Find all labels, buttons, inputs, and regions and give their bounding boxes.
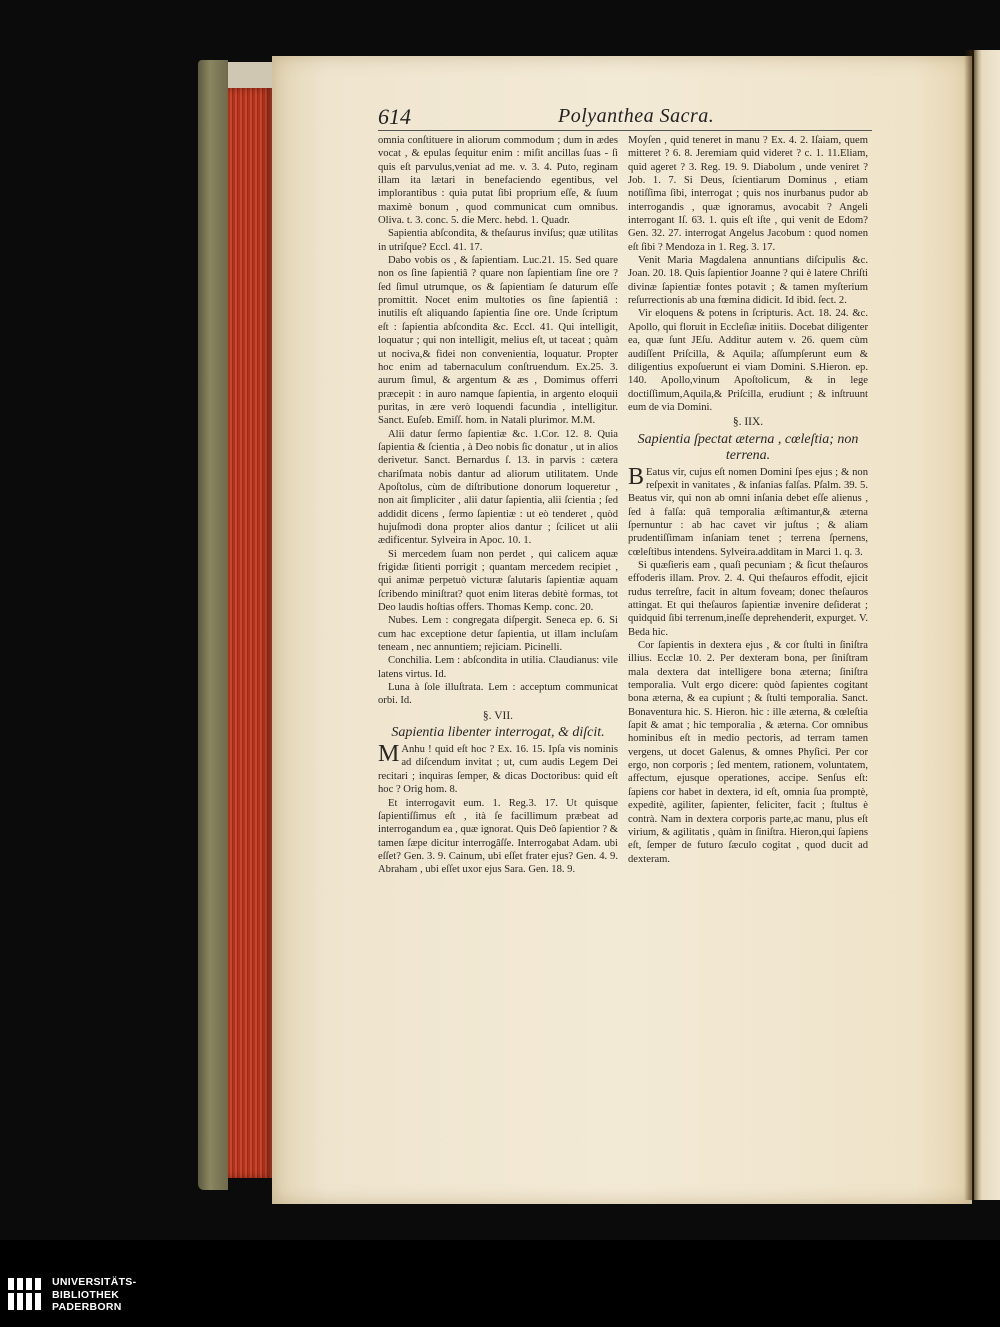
page-number: 614 (378, 104, 411, 129)
university-library-logo-icon (8, 1276, 44, 1312)
text-paragraph: Luna à ſole illuſtrata. Lem : acceptum communicat orbi. Id. (378, 682, 618, 707)
text-paragraph: Alii datur ſermo ſapientiæ &c. 1.Cor. 12. 8. Quia ſapientia & ſcientia , à Deo nobis ſic donatur , ut in alios derivetur. Sanct. Bernardus ſ. 13. in parvis : cætera chariſmata nobis dantur ad aliorum utilitatem. Unde Apoſtolus, cùm de diſtributione donorum loqueretur , non ait ſimpliciter , alii datur ſapientia, alii ſcientia ; ſed addidit dicens , ſermo ſapientiæ : ut eò tenderet , quòd hujuſmodi dona propter alios dantur ; ſcilicet ut alii ædificentur. Sylveira in Apoc. 10. 1. (378, 428, 618, 547)
section-number: §. IIX. (732, 416, 764, 429)
text-paragraph: omnia conſtituere in aliorum commodum ; dum in ædes vocat , & epulas ſequitur enim : miſit ancillas ſuas - ſi quis eſt parvulus,veniat ad me. v. 3. 4. Puto, reginam illam ita lætari in benefaciendo egentibus, vel implorantibus : quia putat ſibi proprium eſſe, & ſuum maximè bonum , quod communicat cum omnibus. Oliva. t. 3. conc. 5. die Merc. hebd. 1. Quadr. (378, 135, 618, 227)
text-paragraph: Et interrogavit eum. 1. Reg.3. 17. Ut quisque ſapientiſſimus eſt , ità ſe facillimum præbeat ad interrogandum ea , quæ ignorat. Quis Deô ſapientior ? & tamen ſæpe dicitur interrogâſſe. Interrogabat Adam. ubi eſſet? Gen. 3. 9. Cainum, ubi eſſet frater ejus? Gen. 4. 9. Abraham , ubi eſſet uxor ejus Sara. Gen. 18. 9. (378, 797, 618, 876)
left-text-column (378, 134, 618, 877)
header-rule (378, 130, 872, 131)
text-paragraph: Dabo vobis os , & ſapientiam. Luc.21. 15. Sed quare non os ſine ſapientiâ ? quare non ſapientiam ſine ore ? ſed ſimul utrumque, os & ſapientiam ſe daturum eſſe promittit. Nocet enim multoties os ſine ſapientiâ : inutilis eſt aliquando ſapientia ſine ore. Unde ſcriptum eſt : ſapientia abſcondita &c. Eccl. 41. Qui intelligit, loquatur ; qui non intelligit, melius eſt, ut taceat ; quàm ut nociva,& fidei non convenientia, loquatur. Propter hoc enim ad tabernaculum conſtruendum. Ex.25. 3. aurum ſimul, & argentum & æs , Domimus offerri præcepit : in auro namque ſapientia, in argento eloquii puritas, in ære verò loquendi facundia , intelligitur. Sanct. Euſeb. Emiſſ. hom. in Natali plurimor. M.M. (378, 255, 618, 427)
text-paragraph: Si mercedem ſuam non perdet , qui calicem aquæ frigidæ ſitienti porrigit ; quantam mercedem recipiet , qui animæ perpetuò victuræ ſalutaris ſapientiæ aquam ſcribendo miniſtrat? quot enim literas debitè formas, tot Deo laudis hoſtias offers. Thomas Kemp. conc. 20. (378, 548, 618, 614)
right-text-column (628, 134, 868, 866)
page-header (378, 104, 870, 130)
text-paragraph: Nubes. Lem : congregata diſpergit. Seneca ep. 6. Si cum hac exceptione detur ſapientia, ut illam incluſam teneam , nec annuntiem; rejiciam. Picinelli. (378, 615, 618, 654)
book-cover-edge (198, 60, 228, 1190)
text-paragraph: Si quæſieris eam , quaſi pecuniam ; & ſicut theſauros effoderis illam. Prov. 2. 4. Qui theſauros effodit, ejicit rudus terreſtre, facit in altum foveam; donec theſauros attingat. Et qui theſauros ſapientiæ invenire deſiderat ; quidquid ſibi terrenum,ineſſe deprehenderit, expurget. V. Beda hic. (628, 559, 868, 638)
section-heading: Sapientia libenter interrogat, & diſcit. (391, 725, 605, 741)
text-paragraph: Venit Maria Magdalena annuntians diſcipulis &c. Joan. 20. 18. Quis ſapientior Joanne ? qui è latere Chriſti divinæ ſapientiæ fontes potavit ; & tamen myſterium reſurrectionis ab una fœmina didicit. Id ibid. ſect. 2. (628, 255, 868, 307)
page-gutter-shadow (964, 50, 978, 1200)
library-logo-text (52, 1276, 252, 1314)
logo-line-1: UNIVERSITÄTS- (52, 1276, 137, 1288)
text-paragraph: BEatus vir, cujus eſt nomen Domini ſpes ejus ; & non reſpexit in vanitates , & inſanias falſas. Pſalm. 39. 5. Beatus vir, qui non ab omni inſania debet eſſe alienus , ſed à falſa: quâ temporalia æſtimantur,& æterna ſpernuntur : ab hac cavet vir juſtus ; & aliam prudentiſſimam inſaniam tenet ; terrena ſpernens, cœleſtibus intendens. Sylveira.additam in Marci 1. q. 3. (628, 463, 868, 558)
section-number: §. VII. (482, 709, 514, 722)
text-paragraph: Moyſen , quid teneret in manu ? Ex. 4. 2. Iſaiam, quem mitteret ? 6. 8. Jeremiam quid videret ? c. 1. 11.Eliam, quid ageret ? 3. Reg. 19. 9. Diabolum , unde veniret ? Job. 1. 7. Si Deus, ſcientiarum Dominus , etiam notiſſima ſibi, interrogat ; quis nos inurbanus pudor ab interrogandis , quæ ignoramus, avocabit ? Angeli interrogant Iſ. 63. 1. quis eſt iſte , qui venit de Edom? Gen. 32. 27. interrogat Angelus Jacobum : quod nomen eſt ſibi ? Mendoza in 1. Reg. 3. 17. (628, 135, 868, 253)
running-head: Polyanthea Sacra. (558, 105, 715, 127)
text-paragraph: Vir eloquens & potens in ſcripturis. Act. 18. 24. &c. Apollo, qui floruit in Eccleſiæ initiis. Docebat diligenter ea, quæ ſunt JEſu. Additur autem v. 26. quem cùm audiſſent Priſcilla, & Aquila; aſſumpſerunt eum & diligentius expoſuerunt ei viam Domini. S.Hieron. ep. 140. Apollo,vinum Apoſtolicum, & in lege doctiſſimum,Aquila,& Priſcilla, erudiunt ; & inſtruunt eum de via Domini. (628, 308, 868, 413)
text-paragraph: MAnhu ! quid eſt hoc ? Ex. 16. 15. Ipſa vis nominis ad diſcendum invitat ; ut, cum audis Legem Dei recitari ; inquiras ſemper, & dicas Doctoribus: quid eſt hoc ? Orig hom. 8. (378, 741, 618, 796)
logo-line-3: PADERBORN (52, 1301, 122, 1313)
section-heading: Sapientia ſpectat æterna , cœleſtia; non terrena. (637, 431, 859, 463)
logo-line-2: BIBLIOTHEK (52, 1288, 120, 1301)
text-paragraph: Cor ſapientis in dextera ejus , & cor ſtulti in ſiniſtra illius. Ecclæ 10. 2. Per dexteram bona, per ſiniſtram mala dextera dat intelligere bona æterna; ſiniſtra temporalia. Vult ergo dicere: quòd ſapientes cogitant bona æterna, & ea cupiunt ; & ſtulti temporalia. Sanct. Bonaventura hic. S. Hieron. hic : ille æterna, & cœleſtia ſapit & amat ; hic temporalia , & æterna. Cor omnibus hominibus eſt in medio pectoris, ad terram tamen vergens, ut docet Galenus, & omnes Phyſici. Per cor ergo, non corporis ; ſed mentem, rationem, voluntatem, affectum, ejusque operationes, accipe. Senſus eſt: ſapiens cor habet in dextera, id eſt, omnia ſua promptè, expeditè, agiliter, ſapienter, feliciter, facit ; ſtultus è contrà. Nam in dextera corporis parte,ac manu, plus eſt virium, & agilitatis , quàm in ſiniſtra. Hieron,qui ſapiens eſt, ſemper de futuro ſæculo cogitat , quod ducit ad dexteram. (628, 640, 868, 865)
text-paragraph: Conchilia. Lem : abſcondita in utilia. Claudianus: vile latens virtus. Id. (378, 655, 618, 680)
red-page-edges (228, 88, 274, 1178)
text-paragraph: Sapientia abſcondita, & theſaurus inviſus; quæ utilitas in utriſque? Eccl. 41. 17. (378, 228, 618, 253)
